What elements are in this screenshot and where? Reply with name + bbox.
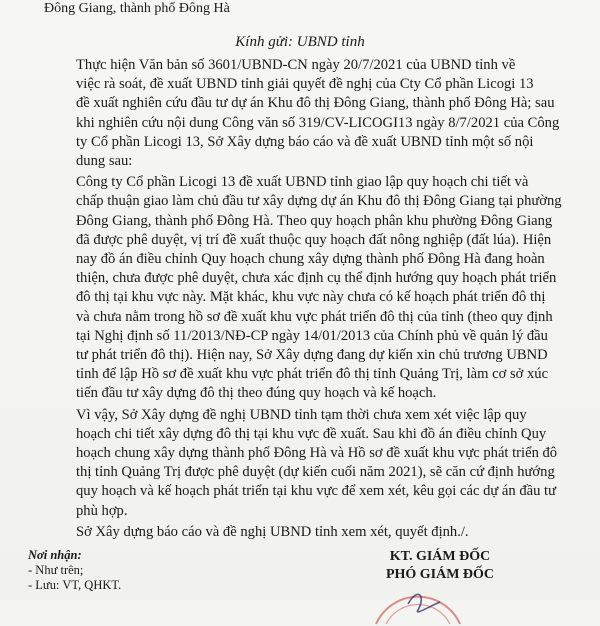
- document-body: [48, 56, 580, 544]
- recipient-item: - Như trên;: [28, 563, 84, 577]
- paragraph-line: quy hoạch và kế hoạch phát triển tại khu vực để xem xét, kêu gọi các dự án đầu tư: [76, 483, 557, 500]
- paragraph-line: tư phát triển đô thị). Hiện nay, Sở Xây dựng đang dự kiến xin chủ trương UBND: [76, 347, 548, 364]
- recipient-item: - Lưu: VT, QHKT.: [28, 578, 122, 592]
- paragraph-line: đô thị tại khu vực này. Mặt khác, khu vực này chưa có kế hoạch phát triển đô thị: [76, 289, 546, 306]
- paragraph-line: thị tỉnh Quảng Trị được phê duyệt (dự kiến cuối năm 2021), sẽ căn cứ định hướng: [76, 464, 555, 481]
- header-fragment: Đông Giang, thành phố Đông Hà: [44, 1, 230, 16]
- paragraph-closing: [48, 523, 580, 542]
- paragraph-3: [48, 406, 580, 521]
- recipients-block: [28, 548, 121, 593]
- paragraph-line: phù hợp.: [76, 502, 128, 519]
- paragraph-line: và chưa nằm trong hồ sơ đề xuất khu vực phát triển đô thị của tỉnh (theo quy định: [76, 308, 553, 325]
- paragraph-line: tại Nghị định số 11/2013/NĐ-CP ngày 14/01/2013 của Chính phủ về quản lý đầu: [76, 327, 548, 344]
- paragraph-line: tiến đầu tư xây dựng đô thị theo đúng quy hoạch và kế hoạch.: [76, 385, 437, 402]
- paragraph-2: [48, 173, 580, 403]
- official-stamp-icon: [368, 566, 468, 626]
- paragraph-line: Đông Giang, thành phố Đông Hà. Theo quy hoạch phân khu phường Đông Giang: [76, 212, 553, 229]
- recipients-title: Nơi nhận:: [28, 548, 82, 562]
- paragraph-line: hoạch chung xây dựng thành phố Đông Hà và Hồ sơ đề xuất khu vực phát triển đô: [76, 445, 558, 462]
- paragraph-line: việc rà soát, đề xuất UBND tỉnh giải quyết đề nghị của Cty Cổ phần Licogi 13: [76, 76, 534, 93]
- signature-title-1: KT. GIÁM ĐỐC: [389, 549, 491, 564]
- paragraph-line: nay đồ án điều chỉnh Quy hoạch chung xây dựng thành phố Đông Hà đang hoàn: [76, 251, 545, 268]
- closing-line: Sở Xây dựng báo cáo và đề nghị UBND tỉnh xem xét, quyết định./.: [76, 523, 469, 540]
- paragraph-line: thiện, chưa được phê duyệt, chưa xác định cụ thể định hướng quy hoạch phát triển: [76, 270, 557, 287]
- paragraph-line: khi nghiên cứu nội dung Công văn số 319/CV-LICOGI13 ngày 8/7/2021 của Công: [76, 114, 560, 131]
- paragraph-line: hoạch chi tiết xây dựng đô thị tại khu vực đề xuất. Sau khi đồ án điều chỉnh Quy: [76, 425, 547, 442]
- paragraph-line: Vì vậy, Sở Xây dựng đề nghị UBND tỉnh tạm thời chưa xem xét việc lập quy: [76, 406, 527, 423]
- paragraph-line: Công ty Cổ phần Licogi 13 đề xuất UBND tỉnh giao lập quy hoạch chi tiết và: [76, 174, 529, 191]
- paragraph-1: [48, 56, 580, 171]
- paragraph-line: Thực hiện Văn bản số 3601/UBND-CN ngày 20/7/2021 của UBND tỉnh về: [76, 57, 516, 73]
- paragraph-line: tỉnh để lập Hồ sơ đề xuất khu vực phát triển đô thị tỉnh Quảng Trị, làm cơ sở xúc: [76, 366, 549, 383]
- paragraph-line: chấp thuận giao làm chủ đầu tư xây dựng dự án Khu đô thị Đông Giang tại phường: [76, 193, 562, 210]
- paragraph-line: đề xuất nghiên cứu đầu tư dự án Khu đô thị Đông Giang, thành phố Đông Hà; sau: [76, 95, 555, 112]
- signature-title-2: PHÓ GIÁM ĐỐC: [385, 567, 495, 582]
- paragraph-line: đã được phê duyệt, vị trí đề xuất thuộc quy hoạch đất nông nghiệp (đất lúa). Hiện: [76, 231, 552, 248]
- paragraph-line: ty Cổ phần Licogi 13, Sở Xây dựng báo cáo và đề xuất UBND tỉnh một số nội: [76, 133, 534, 150]
- recipient-line: Kính gửi: UBND tỉnh: [235, 34, 365, 50]
- paragraph-line: dung sau:: [76, 153, 133, 170]
